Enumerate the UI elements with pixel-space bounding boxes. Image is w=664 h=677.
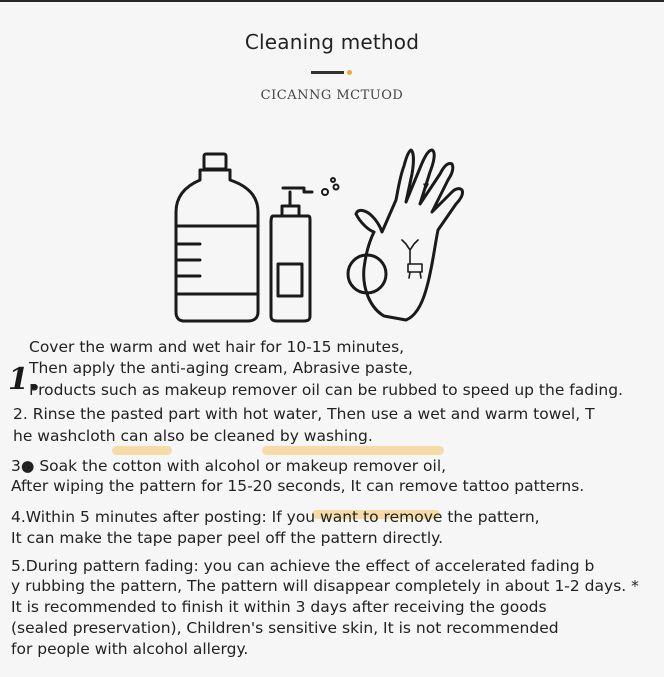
step-5-line-5: for people with alcohol allergy. — [11, 640, 249, 658]
bubbles-icon — [322, 178, 339, 195]
bottle-icon — [176, 154, 258, 321]
title-underline — [311, 71, 344, 74]
step-4-line-2: It can make the tape paper peel off the pattern directly. — [11, 529, 444, 547]
step-5-line-1: 5.During pattern fading: you can achieve the effect of accelerated fading b — [11, 557, 595, 575]
hand-icon — [356, 150, 463, 320]
deer-tattoo-icon — [402, 240, 422, 278]
step-2-line-2: he washcloth can also be cleaned by washing. — [13, 427, 373, 445]
step-1-line-3: Products such as makeup remover oil can be rubbed to speed up the fading. — [29, 381, 623, 399]
step-2-line-1: 2. Rinse the pasted part with hot water, Then use a wet and warm towel, T — [13, 405, 595, 423]
cotton-ball-icon — [348, 255, 386, 293]
page-title: Cleaning method — [244, 30, 420, 54]
step-1-line-2: Then apply the anti-aging cream, Abrasive paste, — [29, 359, 413, 377]
cleaning-illustration — [170, 140, 500, 330]
top-border-line — [0, 0, 664, 2]
step-5-line-3: It is recommended to finish it within 3 days after receiving the goods — [11, 598, 547, 616]
step-3-line-1: 3● Soak the cotton with alcohol or makeup remover oil, — [11, 457, 447, 475]
marker-highlight — [112, 446, 172, 455]
step-1-number: 1. — [8, 362, 40, 397]
step-3-line-2: After wiping the pattern for 15-20 seconds, It can remove tattoo patterns. — [11, 477, 585, 495]
page-subtitle: CICANNG MCTUOD — [260, 88, 404, 103]
step-1-line-1: Cover the warm and wet hair for 10-15 minutes, — [29, 338, 405, 356]
step-5-line-2: y rubbing the pattern, The pattern will disappear completely in about 1-2 days. * — [11, 577, 639, 595]
title-accent-dot — [347, 70, 352, 75]
step-4-line-1: 4.Within 5 minutes after posting: If you want to remove the pattern, — [11, 508, 540, 526]
step-5-line-4: (sealed preservation), Children's sensitive skin, It is not recommended — [11, 619, 559, 637]
marker-highlight — [262, 446, 444, 455]
pump-bottle-icon — [271, 188, 312, 321]
